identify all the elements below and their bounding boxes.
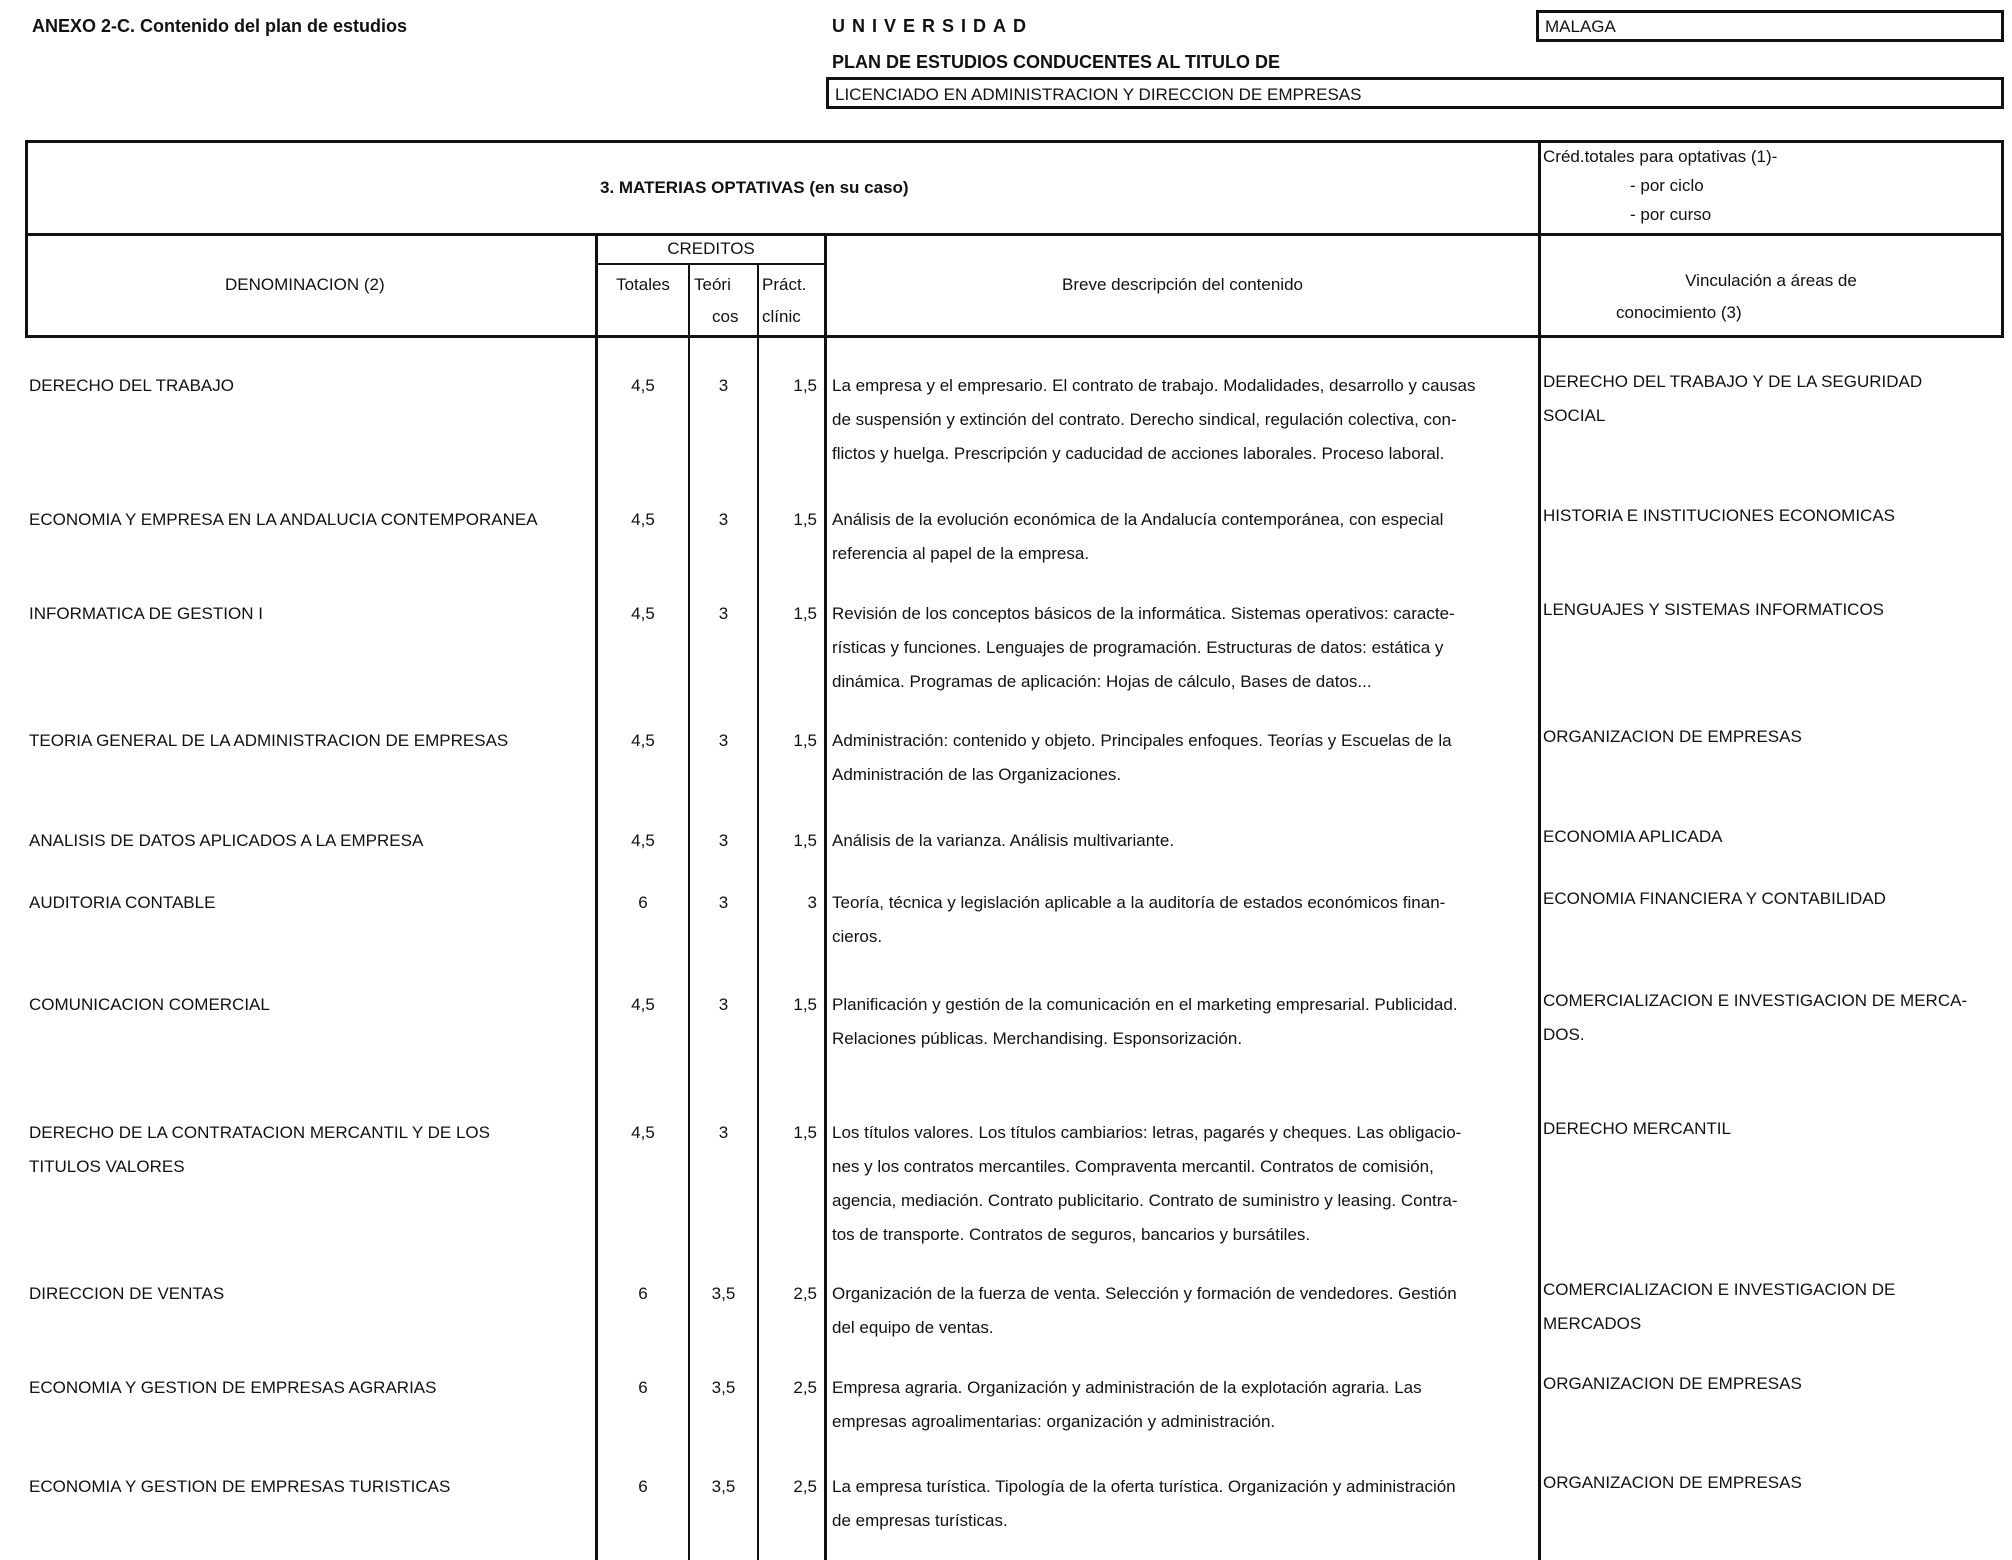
subject-name: INFORMATICA DE GESTION I <box>29 604 263 623</box>
subject-name: ECONOMIA Y GESTION DE EMPRESAS TURISTICAS <box>29 1477 451 1496</box>
content-description: de empresas turísticas. <box>832 1511 1008 1530</box>
content-description: agencia, mediación. Contrato publicitario. Contrato de suministro y leasing. Contra- <box>832 1191 1458 1210</box>
content-description: Teoría, técnica y legislación aplicable a la auditoría de estados económicos finan- <box>832 893 1446 912</box>
header-bottom-border <box>25 335 2004 338</box>
credits-teoricos: 3 <box>718 995 729 1014</box>
credits-note-line-1: Créd.totales para optativas (1)- <box>1543 147 1778 166</box>
credits-teoricos: 3 <box>718 831 729 850</box>
credits-totales: 4,5 <box>631 831 655 850</box>
knowledge-area: ECONOMIA APLICADA <box>1543 827 1723 846</box>
credits-teoricos: 3,5 <box>711 1477 736 1496</box>
knowledge-area: DOS. <box>1543 1025 1585 1044</box>
content-description: dinámica. Programas de aplicación: Hojas de cálculo, Bases de datos... <box>832 672 1372 691</box>
content-description: Administración: contenido y objeto. Principales enfoques. Teorías y Escuelas de la <box>832 731 1452 750</box>
content-description: Empresa agraria. Organización y administración de la explotación agraria. Las <box>832 1378 1422 1397</box>
col-denominacion: DENOMINACION (2) <box>225 275 385 294</box>
credits-teoricos: 3 <box>718 731 729 750</box>
plan-label: PLAN DE ESTUDIOS CONDUCENTES AL TITULO DE <box>832 52 1281 72</box>
knowledge-area: COMERCIALIZACION E INVESTIGACION DE MERCA- <box>1543 991 1968 1010</box>
credits-teoricos: 3 <box>718 604 729 623</box>
credits-totales: 6 <box>638 1284 648 1303</box>
credits-totales: 4,5 <box>631 1123 655 1142</box>
content-description: La empresa turística. Tipología de la oferta turística. Organización y administración <box>832 1477 1456 1496</box>
content-description: Administración de las Organizaciones. <box>832 765 1122 784</box>
knowledge-area: ORGANIZACION DE EMPRESAS <box>1543 727 1802 746</box>
credits-practicos: 1,5 <box>793 831 817 850</box>
content-description: Revisión de los conceptos básicos de la informática. Sistemas operativos: caracte- <box>832 604 1455 623</box>
table-left-border <box>25 140 28 338</box>
content-description: cieros. <box>832 927 883 946</box>
knowledge-area: SOCIAL <box>1543 406 1606 425</box>
col-totales: Totales <box>616 275 670 294</box>
subject-name: TITULOS VALORES <box>29 1157 185 1176</box>
col-practicos-line-1: Práct. <box>762 275 807 294</box>
credits-totales: 4,5 <box>631 604 655 623</box>
credits-teoricos: 3,5 <box>711 1378 736 1397</box>
content-description: Planificación y gestión de la comunicación en el marketing empresarial. Publicidad. <box>832 995 1458 1014</box>
credits-note-line-2: - por ciclo <box>1630 176 1704 195</box>
credits-totales: 6 <box>638 893 648 912</box>
knowledge-area: ECONOMIA FINANCIERA Y CONTABILIDAD <box>1543 889 1886 908</box>
section-title: 3. MATERIAS OPTATIVAS (en su caso) <box>600 178 909 197</box>
description-column-border <box>824 233 827 1560</box>
credits-teoricos: 3 <box>718 893 729 912</box>
credits-totales: 4,5 <box>631 995 655 1014</box>
subject-name: AUDITORIA CONTABLE <box>29 893 216 912</box>
credits-practicos: 1,5 <box>793 731 817 750</box>
subject-name: ECONOMIA Y EMPRESA EN LA ANDALUCIA CONTEMPORANEA <box>29 510 538 529</box>
knowledge-area: COMERCIALIZACION E INVESTIGACION DE <box>1543 1280 1896 1299</box>
content-description: Organización de la fuerza de venta. Selección y formación de vendedores. Gestión <box>832 1284 1457 1303</box>
area-column-border <box>1538 140 1541 1560</box>
credits-practicos: 3 <box>807 893 817 912</box>
content-description: Relaciones públicas. Merchandising. Esponsorización. <box>832 1029 1243 1048</box>
col-creditos: CREDITOS <box>667 239 755 258</box>
subject-name: DIRECCION DE VENTAS <box>29 1284 225 1303</box>
university-label: UNIVERSIDAD <box>832 16 1034 36</box>
content-description: referencia al papel de la empresa. <box>832 544 1090 563</box>
credits-teoricos: 3,5 <box>711 1284 736 1303</box>
credits-practicos: 2,5 <box>793 1284 817 1303</box>
col-vinculacion-line-1: Vinculación a áreas de <box>1685 271 1857 290</box>
credits-totales: 6 <box>638 1378 648 1397</box>
credits-teoricos: 3 <box>718 1123 729 1142</box>
credits-practicos: 1,5 <box>793 995 817 1014</box>
subject-name: DERECHO DE LA CONTRATACION MERCANTIL Y DE LOS <box>29 1123 490 1142</box>
content-description: empresas agroalimentarias: organización y administración. <box>832 1412 1276 1431</box>
credits-totales: 4,5 <box>631 376 655 395</box>
credits-totales: 6 <box>638 1477 648 1496</box>
content-description: de suspensión y extinción del contrato. Derecho sindical, regulación colectiva, con- <box>832 410 1457 429</box>
credits-totales: 4,5 <box>631 510 655 529</box>
credits-practicos: 2,5 <box>793 1477 817 1496</box>
content-description: flictos y huelga. Prescripción y caducidad de acciones laborales. Proceso laboral. <box>832 444 1445 463</box>
knowledge-area: LENGUAJES Y SISTEMAS INFORMATICOS <box>1543 600 1885 619</box>
credits-teoricos: 3 <box>718 510 729 529</box>
knowledge-area: HISTORIA E INSTITUCIONES ECONOMICAS <box>1543 506 1896 525</box>
subject-name: COMUNICACION COMERCIAL <box>29 995 270 1014</box>
content-description: del equipo de ventas. <box>832 1318 994 1337</box>
knowledge-area: ORGANIZACION DE EMPRESAS <box>1543 1374 1802 1393</box>
table-right-border <box>2001 140 2004 338</box>
credits-practicos: 2,5 <box>793 1378 817 1397</box>
content-description: Análisis de la varianza. Análisis multivariante. <box>832 831 1175 850</box>
credits-totales: 4,5 <box>631 731 655 750</box>
col-teoricos-line-2: cos <box>712 307 739 326</box>
content-description: Los títulos valores. Los títulos cambiarios: letras, pagarés y cheques. Las obligacio- <box>832 1123 1462 1142</box>
content-description: rísticas y funciones. Lenguajes de programación. Estructuras de datos: estática y <box>832 638 1444 657</box>
content-description: La empresa y el empresario. El contrato de trabajo. Modalidades, desarrollo y causas <box>832 376 1476 395</box>
knowledge-area: DERECHO DEL TRABAJO Y DE LA SEGURIDAD <box>1543 372 1923 391</box>
subject-name: ANALISIS DE DATOS APLICADOS A LA EMPRESA <box>29 831 424 850</box>
annex-title: ANEXO 2-C. Contenido del plan de estudios <box>32 16 408 36</box>
subject-name: TEORIA GENERAL DE LA ADMINISTRACION DE EMPRESAS <box>29 731 509 750</box>
credits-teoricos: 3 <box>718 376 729 395</box>
credits-practicos: 1,5 <box>793 376 817 395</box>
knowledge-area: DERECHO MERCANTIL <box>1543 1119 1731 1138</box>
knowledge-area: ORGANIZACION DE EMPRESAS <box>1543 1473 1802 1492</box>
credits-practicos: 1,5 <box>793 604 817 623</box>
content-description: tos de transporte. Contratos de seguros, bancarios y bursátiles. <box>832 1225 1311 1244</box>
subject-name: ECONOMIA Y GESTION DE EMPRESAS AGRARIAS <box>29 1378 437 1397</box>
university-value-box: MALAGA <box>1536 10 2004 42</box>
credits-note-line-3: - por curso <box>1630 205 1712 224</box>
degree-value-box: LICENCIADO EN ADMINISTRACION Y DIRECCION DE EMPRESAS <box>826 77 2004 109</box>
col-teoricos-line-1: Teóri <box>694 275 731 294</box>
credits-practicos: 1,5 <box>793 510 817 529</box>
content-description: Análisis de la evolución económica de la Andalucía contemporánea, con especial <box>832 510 1444 529</box>
subject-name: DERECHO DEL TRABAJO <box>29 376 234 395</box>
content-description: nes y los contratos mercantiles. Compraventa mercantil. Contratos de comisión, <box>832 1157 1434 1176</box>
col-practicos-line-2: clínic <box>762 307 801 326</box>
credits-practicos: 1,5 <box>793 1123 817 1142</box>
section-divider <box>25 233 2004 236</box>
col-descripcion: Breve descripción del contenido <box>1062 275 1303 294</box>
knowledge-area: MERCADOS <box>1543 1314 1642 1333</box>
col-vinculacion-line-2: conocimiento (3) <box>1616 303 1742 322</box>
